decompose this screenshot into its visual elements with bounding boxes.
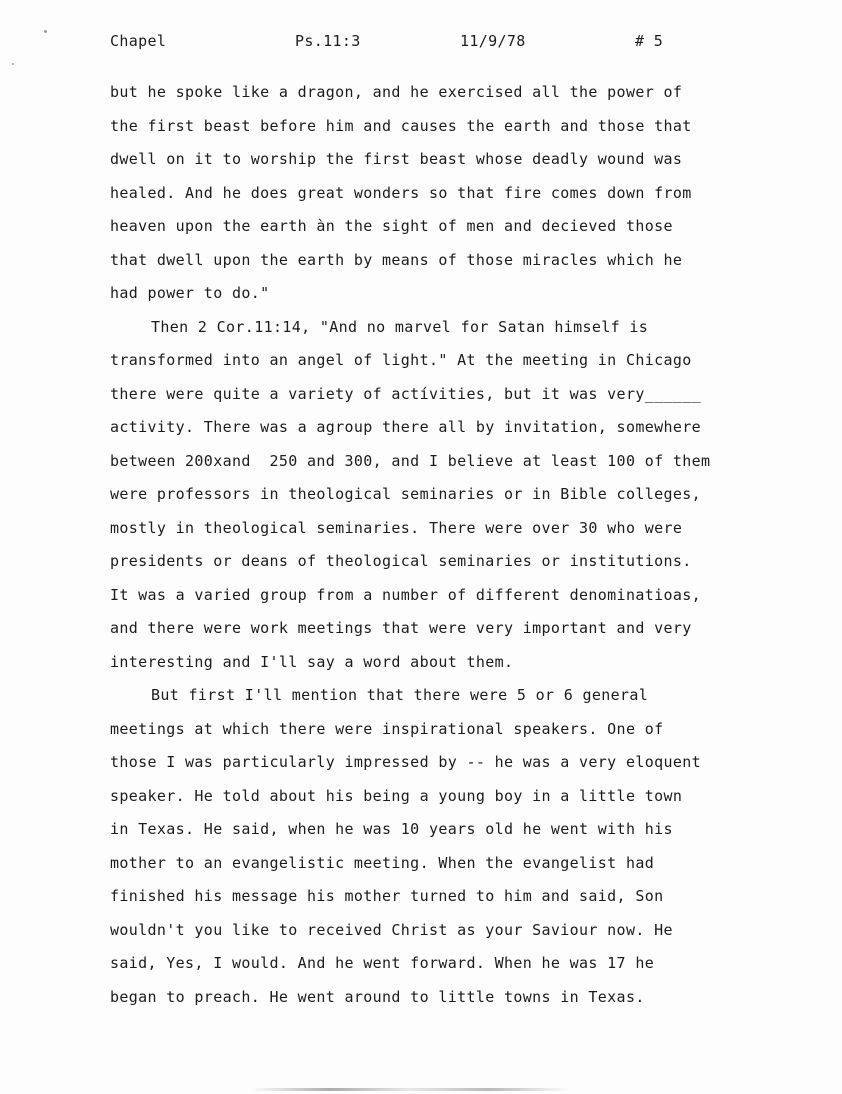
text-line: between 200xand 250 and 300, and I believe at least 100 of them <box>110 451 711 470</box>
text-line: healed. And he does great wonders so that fire comes down from <box>110 183 692 202</box>
text-line: the first beast before him and causes the earth and those that <box>110 116 692 135</box>
text-line: mostly in theological seminaries. There were over 30 who were <box>110 518 683 537</box>
text-line: speaker. He told about his being a young boy in a little town <box>110 786 683 805</box>
text-line: It was a varied group from a number of different denominatioas, <box>110 585 701 604</box>
text-line: but he spoke like a dragon, and he exercised all the power of <box>110 83 683 101</box>
paper-speck <box>44 30 47 33</box>
header-section: Chapel <box>110 32 167 50</box>
text-line: meetings at which there were inspirational speakers. One of <box>110 719 664 738</box>
header-date: 11/9/78 <box>460 32 526 50</box>
text-line: interesting and I'll say a word about them. <box>110 652 514 671</box>
text-line: finished his message his mother turned to him and said, Son <box>110 887 664 905</box>
text-line: activity. There was a agroup there all by invitation, somewhere <box>110 418 701 436</box>
scan-edge-smudge <box>250 1088 570 1091</box>
paragraph-first-line: But first I'll mention that there were 5 or 6 general <box>151 686 649 704</box>
text-line: wouldn't you like to received Christ as your Saviour now. He <box>110 920 673 939</box>
text-line: were professors in theological seminaries or in Bible colleges, <box>110 485 701 503</box>
header-page-number: # 5 <box>635 32 664 50</box>
text-line: dwell on it to worship the first beast whose deadly wound was <box>110 150 683 168</box>
page-header <box>110 32 730 52</box>
paper-speck <box>12 63 14 65</box>
text-line: there were quite a variety of actívities, but it was very______ <box>110 384 701 403</box>
text-line: mother to an evangelistic meeting. When the evangelist had <box>110 853 655 872</box>
text-line: heaven upon the earth àn the sight of men and decieved those <box>110 217 673 235</box>
text-line: that dwell upon the earth by means of those miracles which he <box>110 250 683 269</box>
paragraph-first-line: Then 2 Cor.11:14, "And no marvel for Satan himself is <box>151 317 649 336</box>
text-line: in Texas. He said, when he was 10 years old he went with his <box>110 820 673 838</box>
text-line: had power to do." <box>110 284 270 302</box>
header-scripture-reference: Ps.11:3 <box>295 32 361 50</box>
text-line: and there were work meetings that were very important and very <box>110 619 692 637</box>
text-line: began to preach. He went around to little towns in Texas. <box>110 987 645 1006</box>
text-line: transformed into an angel of light." At the meeting in Chicago <box>110 351 692 369</box>
text-line: presidents or deans of theological seminaries or institutions. <box>110 552 692 570</box>
text-line: those I was particularly impressed by -- he was a very eloquent <box>110 753 701 771</box>
text-line: said, Yes, I would. And he went forward. When he was 17 he <box>110 954 655 972</box>
body-text <box>110 82 780 1020</box>
